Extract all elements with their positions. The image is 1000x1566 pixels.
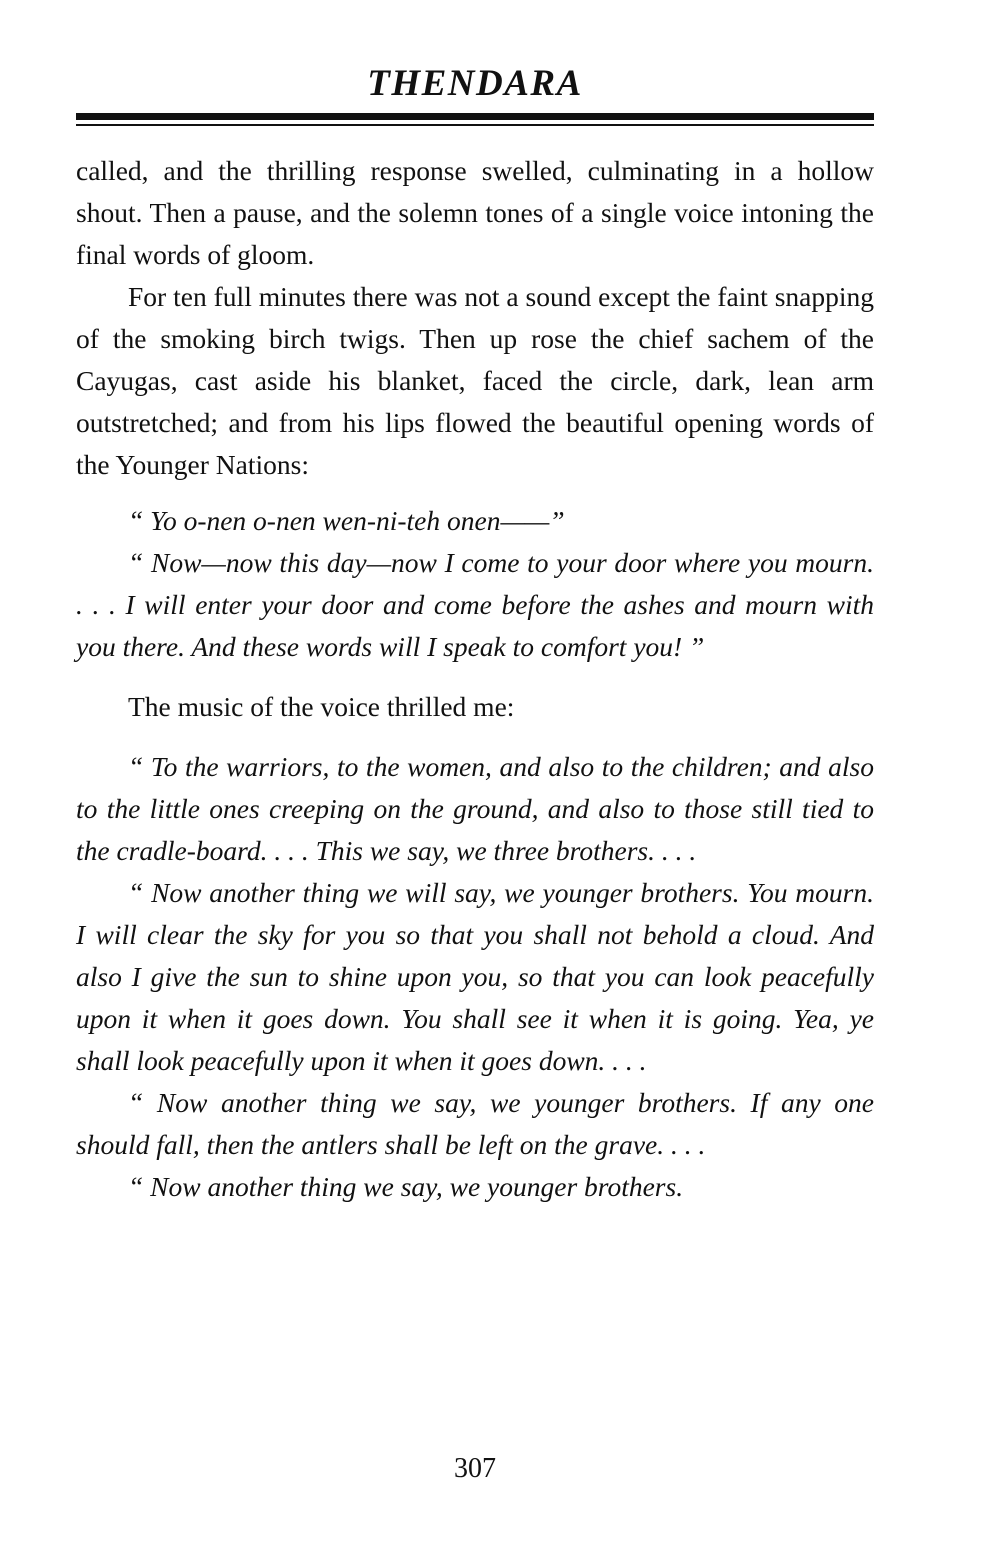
header-rule-thick [76,113,874,120]
header-rule-thin [76,124,874,126]
quote-paragraph: “ Now another thing we will say, we younger brothers. You mourn. I will clear the sky for you so that you shall not behold a cloud. And also I give the sun to shine upon you, so that you can look peacefully upon it when it goes down. You shall see it when it is going. Yea, ye shall look peacefully upon it when it goes down. . . . [76,877,874,1076]
quote-paragraph: “ Now—now this day—now I come to your door where you mourn. . . . I will enter your door and come before the ashes and mourn with you there. And these words will I speak to comfort you! ” [76,547,874,662]
quote-paragraph: “ Now another thing we say, we younger brothers. If any one should fall, then the antlers shall be left on the grave. . . . [76,1087,874,1160]
quote-paragraph: “ Now another thing we say, we younger brothers. [128,1171,684,1202]
paragraph-continued: called, and the thrilling response swelled, culminating in a hollow shout. Then a pause, and the solemn tones of a single voice intoning the final words of gloom. [76,155,874,270]
running-head: THENDARA [367,63,583,104]
paragraph: For ten full minutes there was not a sound except the faint snapping of the smoking birch twigs. Then up rose the chief sachem of the Cayugas, cast aside his blanket, faced the circle, dark, lean arm outstretched; and from his lips flowed the beautiful opening words of the Younger Nations: [76,281,874,480]
paragraph: The music of the voice thrilled me: [128,691,515,722]
quote-paragraph: “ To the warriors, to the women, and also to the children; and also to the little ones creeping on the ground, and also to those still tied to the cradle-board. . . . This we say, we three brothers. . . . [76,751,874,866]
quote-paragraph: “ Yo o-nen o-nen wen-ni-teh onen——” [128,505,565,536]
body-text [76,150,874,1208]
page-number: 307 [454,1453,496,1484]
book-page [76,0,874,1566]
